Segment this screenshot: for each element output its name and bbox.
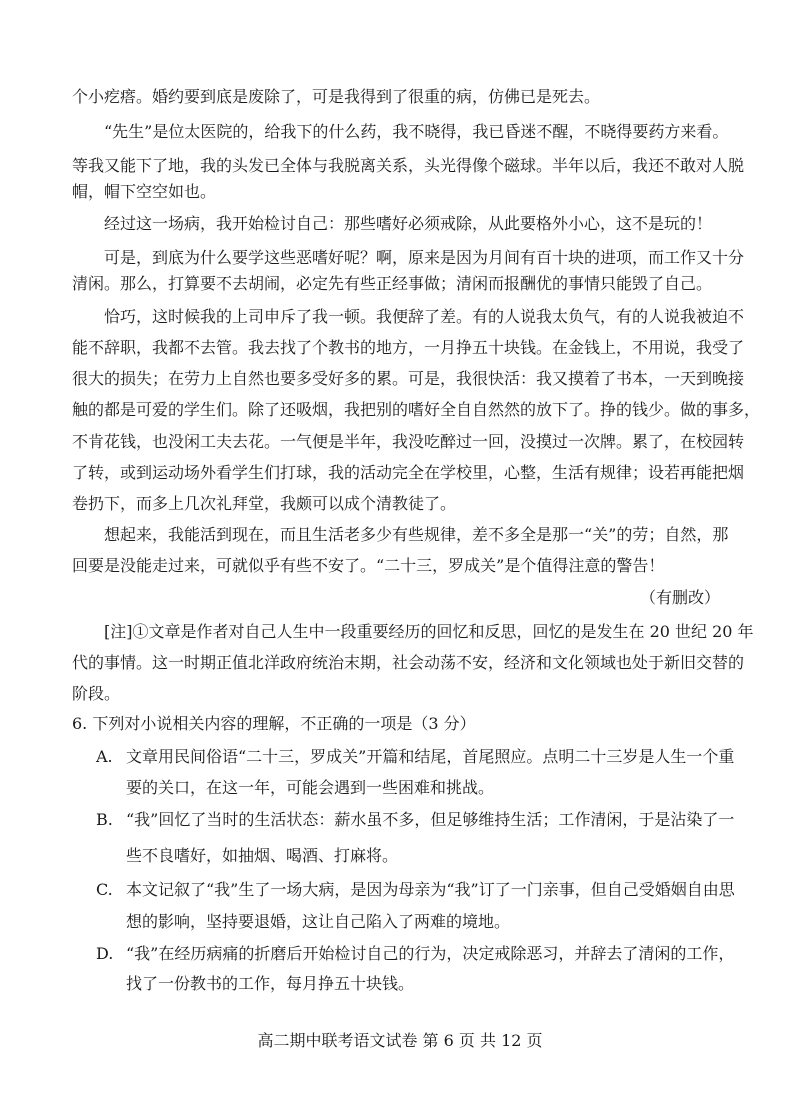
passage-line: 恰巧，这时候我的上司申斥了我一顿。我便辞了差。有的人说我太负气，有的人说我被迫不 — [104, 307, 745, 326]
option-a-text: 文章用民间俗语“二十三，罗成关”开篇和结尾，首尾照应。点明二十三岁是人生一个重 — [126, 747, 735, 766]
passage-line: 了转，或到运动场外看学生们打球，我的活动完全在学校里，心整，生活有规律；设若再能把烟 — [72, 463, 745, 482]
passage-line: 可是，到底为什么要学这些恶嗜好呢？啊，原来是因为月间有百十块的进项，而工作又十分 — [104, 248, 745, 267]
passage-line: 不肯花钱，也没闲工夫去花。一气便是半年，我没吃醉过一回，没摸过一次牌。累了，在校园转 — [72, 432, 745, 451]
option-c-letter: C. — [96, 880, 113, 899]
passage-line: “先生”是位太医院的，给我下的什么药，我不晓得，我已昏迷不醒，不晓得要药方来看。 — [104, 122, 729, 141]
option-c-text: 想的影响，坚持要退婚，这让自己陷入了两难的境地。 — [126, 912, 511, 931]
edit-note: （有删改） — [639, 588, 720, 607]
option-d-text: 找了一份教书的工作，每月挣五十块钱。 — [126, 974, 415, 993]
option-b-letter: B. — [96, 810, 113, 829]
option-c-text: 本文记叙了“我”生了一场大病，是因为母亲为“我”订了一门亲事，但自己受婚姻自由思 — [126, 880, 735, 899]
passage-line: 经过这一场病，我开始检讨自己：那些嗜好必须戒除，从此要格外小心，这不是玩的！ — [104, 214, 713, 233]
option-b-text: 些不良嗜好，如抽烟、喝酒、打麻将。 — [126, 846, 399, 865]
passage-line: 想起来，我能活到现在，而且生活老多少有些规律，差不多全是那一“关”的劳；自然，那 — [104, 525, 729, 544]
annotation-line: 阶段。 — [72, 684, 121, 703]
annotation-line: 代的事情。这一时期正值北洋政府统治末期，社会动荡不安，经济和文化领域也处于新旧交替的 — [72, 653, 745, 672]
passage-line: 清闲。那么，打算要不去胡闹，必定先有些正经事做；清闲而报酬优的事情只能毁了自己。 — [72, 274, 713, 293]
passage-line: 个小疙瘩。婚约要到底是废除了，可是我得到了很重的病，仿佛已是死去。 — [72, 87, 601, 106]
option-a-letter: A. — [96, 747, 113, 766]
option-d-text: “我”在经历病痛的折磨后开始检讨自己的行为，决定戒除恶习，并辞去了清闲的工作， — [126, 944, 735, 963]
passage-line: 触的都是可爱的学生们。除了还吸烟，我把别的嗜好全自自然然的放下了。挣的钱少。做的事多， — [72, 400, 761, 419]
passage-line: 很大的损失；在劳力上自然也要多受好多的累。可是，我很快活：我又摸着了书本，一天到晚接 — [72, 369, 745, 388]
passage-line: 能不辞职，我都不去管。我去找了个教书的地方，一月挣五十块钱。在金钱上，不用说，我受了 — [72, 338, 745, 357]
passage-line: 帽，帽下空空如也。 — [72, 182, 217, 201]
page-footer: 高二期中联考语文试卷 第 6 页 共 12 页 — [257, 1031, 543, 1050]
passage-line: 回要是没能走过来，可就似乎有些不安了。“二十三，罗成关”是个值得注意的警告！ — [72, 556, 665, 575]
option-b-text: “我”回忆了当时的生活状态：薪水虽不多，但足够维持生活；工作清闲，于是沾染了一 — [126, 810, 735, 829]
passage-line: 等我又能下了地，我的头发已全体与我脱离关系，头光得像个磁球。半年以后，我还不敢对人脱 — [72, 156, 745, 175]
question-stem: 6. 下列对小说相关内容的理解，不正确的一项是（3 分） — [72, 714, 476, 733]
option-a-text: 要的关口，在这一年，可能会遇到一些困难和挑战。 — [126, 778, 495, 797]
passage-line: 卷扔下，而多上几次礼拜堂，我颇可以成个清教徒了。 — [72, 494, 457, 513]
annotation-line: [注]①文章是作者对自己人生中一段重要经历的回忆和反思，回忆的是发生在 20 世纪 20 年 — [104, 622, 754, 641]
option-d-letter: D. — [96, 944, 114, 963]
